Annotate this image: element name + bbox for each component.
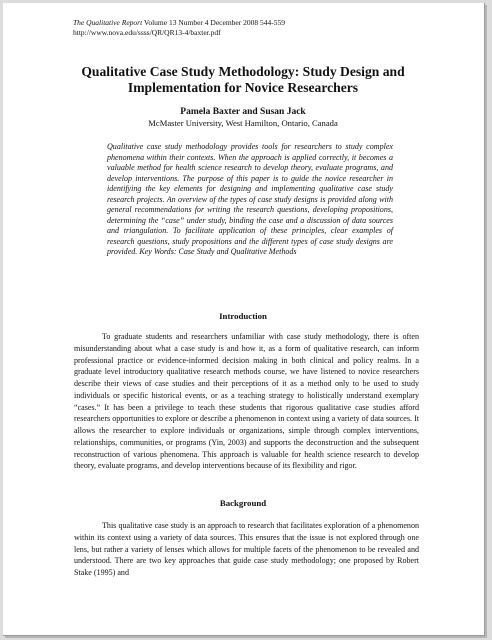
background-paragraph: This qualitative case study is an approach to research that facilitates exploration of a phenomenon within its context using a variety of data sources. This ensures that the issue is not explored through one lens, but rather a variety of lenses which allows for multiple facets of the phenomenon to be revealed and understood. There are two key approaches that guide case study methodology; one proposed by Robert Stake (1995) and — [74, 521, 419, 577]
document-page — [3, 3, 485, 636]
journal-citation — [73, 18, 285, 28]
introduction-heading: Introduction — [219, 311, 267, 321]
article-url: http://www.nova.edu/ssss/QR/QR13-4/baxter.pdf — [73, 27, 221, 37]
introduction-paragraph: To graduate students and researchers unfamiliar with case study methodology, there is often misunderstanding about what a case study is and how it, as a form of qualitative research, can inform professional practice or evidence-informed decision making in both clinical and policy realms. In a graduate level introductory qualitative research methods course, we have listened to novice researchers describe their views of case studies and their perceptions of it as a method only to be used to study individuals or specific historical events, or as a teaching strategy to holistically understand exemplary “cases.” It has been a privilege to teach these students that rigorous qualitative case studies afford researchers opportunities to explore or describe a phenomenon in context using a variety of data sources. It allows the researcher to explore individuals or organizations, simple through complex interventions, relationships, communities, or programs (Yin, 2003) and supports the deconstruction and the subsequent reconstruction of various phenomena. This approach is valuable for health science research to develop theory, evaluate programs, and develop interventions because of its flexibility and rigor. — [74, 332, 419, 471]
paper-title — [43, 64, 443, 96]
author-names: Pamela Baxter and Susan Jack — [180, 107, 306, 117]
journal-issue: Volume 13 Number 4 December 2008 544-559 — [142, 18, 285, 27]
author-affiliation: McMaster University, West Hamilton, Ontario, Canada — [148, 118, 338, 128]
title-line-2: Implementation for Novice Researchers — [127, 80, 359, 95]
journal-name: The Qualitative Report — [73, 18, 143, 27]
background-heading: Background — [219, 498, 267, 508]
abstract-text: Qualitative case study methodology provides tools for researchers to study complex phenomena within their contexts. When the approach is applied correctly, it becomes a valuable method for health science research to develop theory, evaluate programs, and develop interventions. The purpose of this paper is to guide the novice researcher in identifying the key elements for designing and implementing qualitative case study research projects. An overview of the types of case study designs is provided along with general recommendations for writing the research questions, developing propositions, determining the “case” under study, binding the case and a discussion of data sources and triangulation. To facilitate application of these principles, clear examples of research questions, study propositions and the different types of case study designs are provided. Key Words: Case Study and Qualitative Methods — [107, 142, 393, 256]
running-header — [73, 18, 285, 37]
title-line-1: Qualitative Case Study Methodology: Study Design and — [81, 64, 405, 79]
